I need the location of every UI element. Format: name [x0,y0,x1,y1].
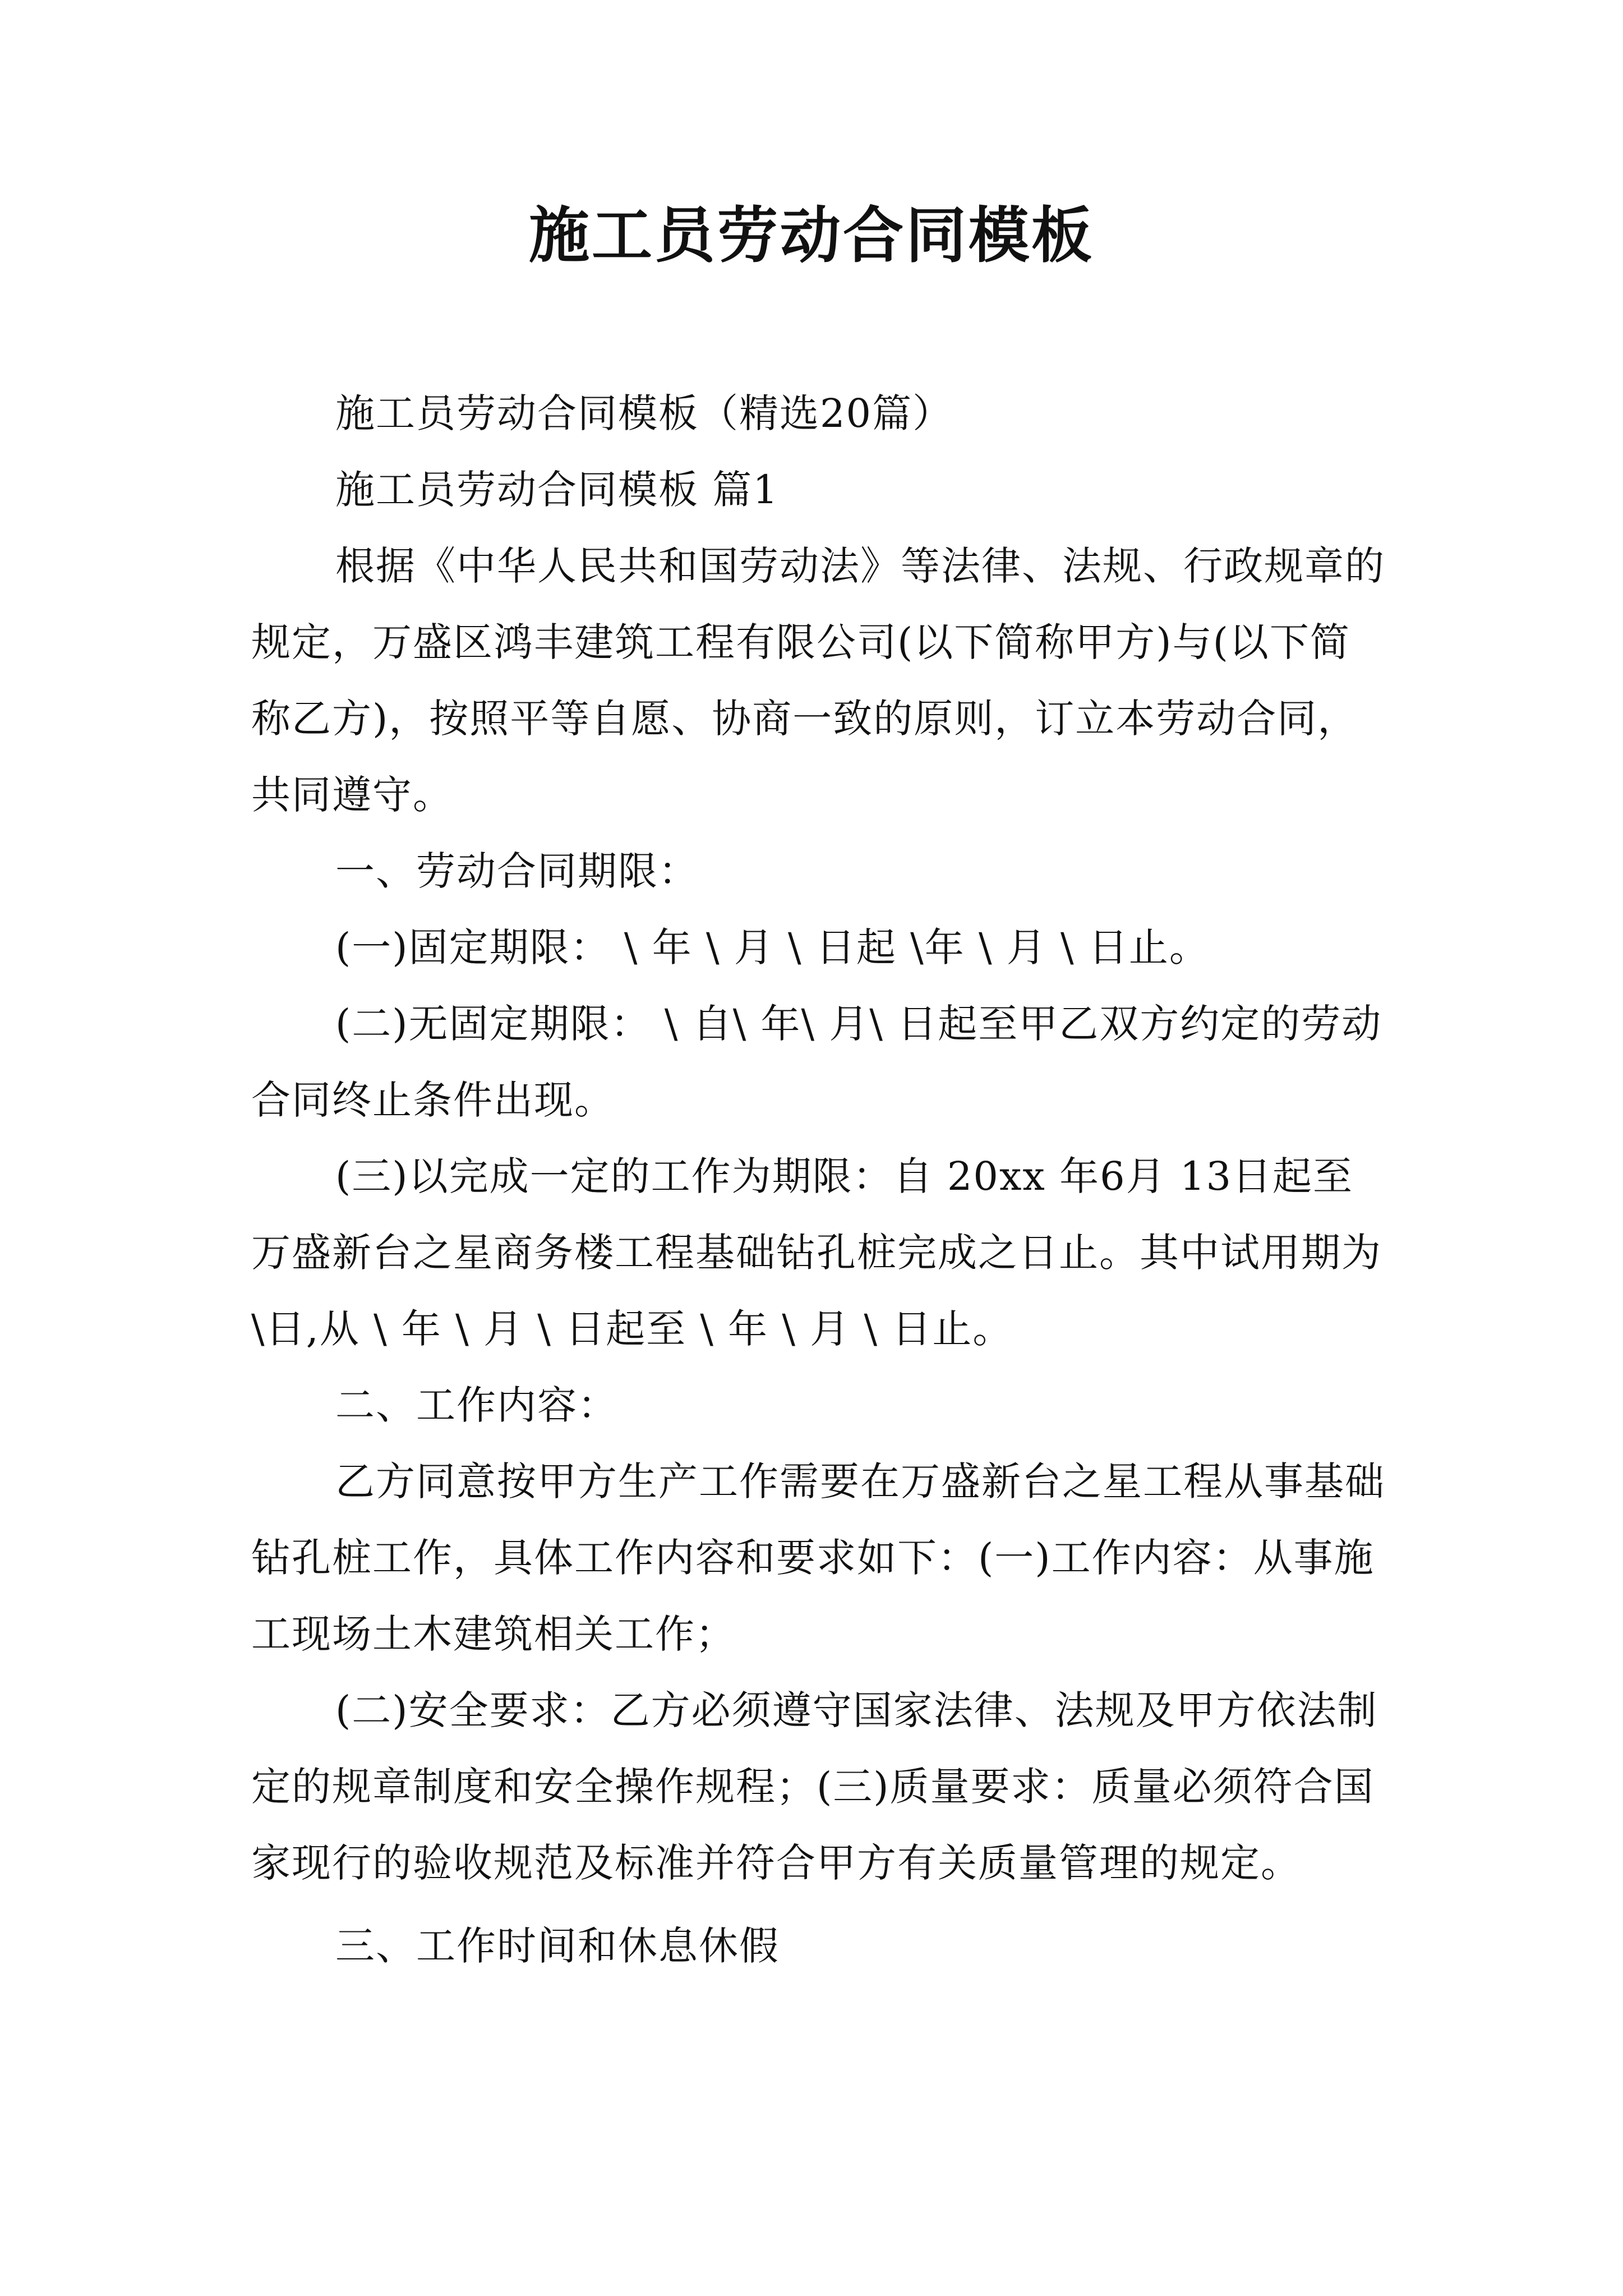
paragraph-clause-2-content: 乙方同意按甲方生产工作需要在万盛新台之星工程从事基础钻孔桩工作，具体工作内容和要求如下：(一)工作内容：从事施工现场土木建筑相关工作； [251,1458,1385,1657]
paragraph-clause-2-heading: 二、工作内容： [335,1382,618,1428]
paragraph-subtitle: 施工员劳动合同模板（精选20篇） [335,390,953,436]
paragraph-section-heading: 施工员劳动合同模板 篇1 [335,467,779,513]
paragraph-clause-3-heading: 三、工作时间和休息休假 [335,1923,780,1969]
paragraph-clause-1-heading: 一、劳动合同期限： [335,848,699,894]
paragraph-preamble: 根据《中华人民共和国劳动法》等法律、法规、行政规章的规定，万盛区鸿丰建筑工程有限公司(以下简称甲方)与(以下简称乙方)，按照平等自愿、协商一致的原则，订立本劳动合同，共同遵守。 [251,543,1385,818]
document-body [251,375,1390,1984]
paragraph-clause-1-fixed-term: (一)固定期限： \ 年 \ 月 \ 日起 \年 \ 月 \ 日止。 [335,924,1210,970]
paragraph-clause-1-open-term: (二)无固定期限： \ 自\ 年\ 月\ 日起至甲乙双方约定的劳动合同终止条件出现。 [251,1001,1382,1123]
document-title: 施工员劳动合同模板 [528,200,1094,271]
paragraph-clause-1-task-term: (三)以完成一定的工作为期限：自 20xx 年6月 13日起至万盛新台之星商务楼工程基础钻孔桩完成之日止。其中试用期为 \日,从 \ 年 \ 月 \ 日起至 \ 年 \ 月 \ 日止。 [251,1153,1382,1352]
paragraph-clause-2-requirements: (二)安全要求：乙方必须遵守国家法律、法规及甲方依法制定的规章制度和安全操作规程；(三)质量要求：质量必须符合国家现行的验收规范及标准并符合甲方有关质量管理的规定。 [251,1687,1378,1886]
